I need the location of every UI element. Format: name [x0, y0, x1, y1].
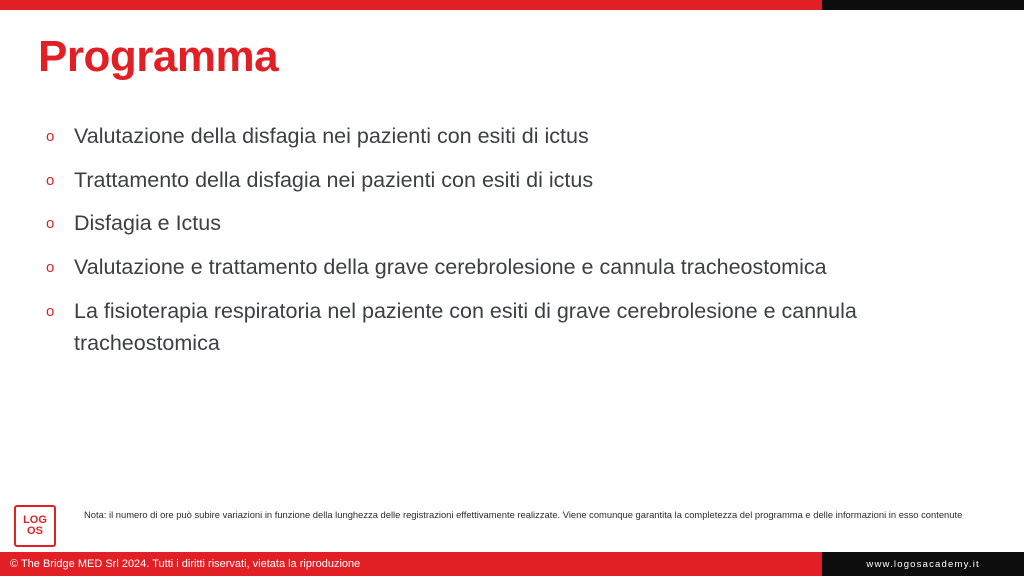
list-item-label: La fisioterapia respiratoria nel paziente con esiti di grave cerebrolesione e cannula tracheostomica: [74, 298, 857, 356]
bullet-marker-icon: o: [46, 171, 55, 189]
footnote: Nota: il numero di ore può subire variazioni in funzione della lunghezza delle registrazioni effettivamente realizzate. Viene comunque garantita la completezza del programma e delle informazioni in esso contenute: [84, 509, 963, 520]
page-title: Programma: [38, 32, 279, 81]
logo-line-2: OS: [27, 525, 43, 537]
footer-website: www.logosacademy.it: [822, 552, 1024, 576]
list-item: [46, 295, 964, 360]
list-item: [46, 120, 964, 153]
bullet-list: [46, 120, 964, 371]
footer-bar: [0, 552, 1024, 576]
list-item: [46, 207, 964, 240]
logo-line-1: LOG: [23, 514, 47, 526]
list-item-label: Valutazione e trattamento della grave cerebrolesione e cannula tracheostomica: [74, 255, 827, 280]
logos-logo: [14, 505, 56, 547]
bullet-marker-icon: o: [46, 215, 55, 233]
footer-copyright: © The Bridge MED Srl 2024. Tutti i diritti riservati, vietata la riproduzione: [0, 552, 822, 576]
top-bar-black-segment: [822, 0, 1024, 10]
list-item: [46, 251, 964, 284]
bullet-marker-icon: o: [46, 302, 55, 320]
list-item-label: Disfagia e Ictus: [74, 211, 221, 236]
list-item: [46, 164, 964, 197]
top-bar-red-segment: [0, 0, 822, 10]
list-item-label: Trattamento della disfagia nei pazienti con esiti di ictus: [74, 167, 594, 192]
top-accent-bar: [0, 0, 1024, 10]
bullet-marker-icon: o: [46, 128, 55, 145]
bullet-marker-icon: o: [46, 259, 55, 277]
list-item-label: Valutazione della disfagia nei pazienti con esiti di ictus: [74, 124, 589, 148]
